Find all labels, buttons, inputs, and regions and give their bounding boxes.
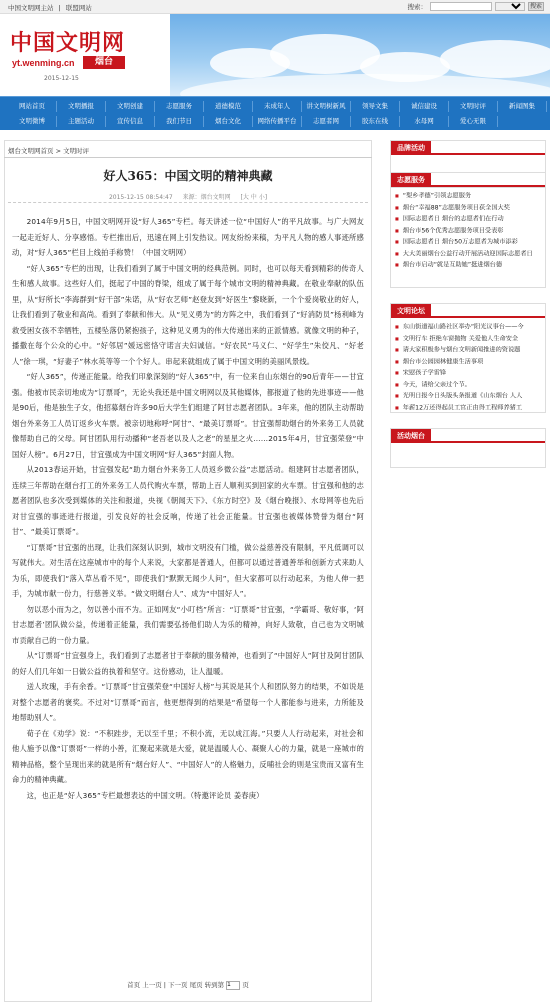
article-paragraph: “好人365”，传递正能量。给我们印象深刻的“好人365”中，有一位来自山东烟台的90后青年——甘宜强。他被市民亲切地成为“订票哥”，无论头我还是中国文明网以及其他媒体，都报道了他的先进事迹——他是90后，他是独生子女，他招募烟台许多90后大学生们组建了阿甘志愿者团队。3年来，他的团队主动帮助烟台外来务工人员订返乡火车票。被亲切地称呼“阿甘”、“最美订票哥”。甘宜强帮助烟台的外来务工人员就像帮助自己的父母。阿甘团队用行动播种“老吾老以及人之老”的星星之火……2015年4月，甘宜强荣登“中国好人榜”。6月27日，甘宜强成为中国文明网“好人365”封面人物。 (12, 372, 364, 459)
list-item[interactable]: ■ 烟台市56个优秀志愿服务项目受表彰 (395, 225, 541, 237)
panel-title[interactable]: 文明论坛 (391, 304, 431, 318)
article-paragraph: 荀子在《劝学》说：“不积跬步，无以至千里；不积小流，无以成江海。”只要人人行动起来，对社会和他人施予以像“订票哥”一样的小善，汇聚起来就是大爱，就是温暖人心、凝聚人心的力量，就是一座城市的精神品格，整个呈现出来的就是所有“烟台好人”、“中国好人”的人格魅力，反哺社会的则是宝贵而又富有生命力的精神典藏。 (12, 728, 364, 784)
panel-header (391, 304, 545, 318)
list-item[interactable]: ■ 国际志愿者日 烟台50万志愿者为城市添彩 (395, 236, 541, 248)
link-divider: | (58, 4, 61, 12)
search-label: 搜索： (407, 3, 427, 11)
nav-item[interactable]: 未成年人 (253, 101, 302, 112)
union-sites-link[interactable]: 联盟网站 (65, 4, 92, 12)
list-item[interactable]: ■ 烟台“幸福88”志愿服务项目获全国大奖 (395, 202, 541, 214)
nav-item[interactable]: 文明时评 (449, 101, 498, 112)
font-size-switch[interactable]: [大 中 小] (240, 194, 268, 201)
publish-time: 2015-12-15 08:54:47 (108, 194, 173, 201)
logo-url: yt.wenming.cn (12, 58, 75, 68)
page-number-input[interactable] (226, 981, 240, 990)
list-item[interactable]: ■ 宋慰孩子学雷锋 (395, 367, 541, 379)
list-item[interactable]: ■ “梨乡孝德”引领志愿服务 (395, 190, 541, 202)
cloud-decoration (440, 40, 550, 78)
main-nav (0, 96, 550, 130)
nav-item[interactable]: 志愿者网 (302, 116, 351, 127)
search-area (408, 2, 545, 11)
pager (4, 980, 372, 990)
site-logo[interactable] (0, 14, 170, 96)
panel-header (391, 429, 545, 443)
panel-title[interactable]: 品牌活动 (391, 141, 431, 155)
nav-item[interactable]: 烟台文化 (204, 116, 253, 127)
nav-item[interactable]: 领导文集 (351, 101, 400, 112)
nav-item[interactable]: 我们节日 (155, 116, 204, 127)
search-input[interactable] (430, 2, 492, 11)
activity-panel (390, 428, 546, 468)
nav-item[interactable]: 志愿服务 (155, 101, 204, 112)
nav-item[interactable]: 爱心无限 (449, 116, 498, 127)
panel-title[interactable]: 志愿服务 (391, 173, 431, 187)
list-item[interactable]: ■ 烟台市启动“就是互助她”挺进烟台德 (395, 259, 541, 271)
article-body (12, 214, 364, 803)
list-item[interactable]: ■ 光明日报今日头版头条报道《山东烟台 人人 (395, 390, 541, 402)
nav-item[interactable]: 诚信建设 (400, 101, 449, 112)
header-banner (0, 14, 550, 96)
article-paragraph: 从“订票哥”甘宜强身上，我们看到了志愿者甘于奉献的服务精神，也看到了“中国好人”阿甘及阿甘团队的好人们几年如一日做公益的执着和坚守。这份感动，让人温暖。 (12, 651, 364, 676)
nav-row-1 (8, 101, 547, 112)
pager-links[interactable]: 首页 上一页 | 下一页 尾页 转到第 (127, 981, 225, 989)
forum-panel (390, 303, 546, 413)
nav-item[interactable]: 宣传信息 (106, 116, 155, 127)
pager-suffix: 页 (242, 981, 249, 989)
nav-item[interactable]: 讲文明树新风 (302, 101, 351, 112)
nav-item[interactable]: 文明播报 (57, 101, 106, 112)
nav-item[interactable]: 文明创建 (106, 101, 155, 112)
nav-row-2 (8, 116, 498, 127)
volunteer-list (391, 187, 545, 271)
article-source: 来源：烟台文明网 (182, 194, 231, 201)
panel-header (391, 141, 545, 155)
list-item[interactable]: ■ 烟台市公园园林健康生活事项 (395, 356, 541, 368)
article-paragraph: 这，也正是“好人365”专栏最想表达的中国文明。（特邀评论员 姜春庚） (26, 790, 264, 800)
nav-item[interactable]: 胶东在线 (351, 116, 400, 127)
list-item[interactable]: ■ 请大家积极参与烟台文明新闻推进的资说题 (395, 344, 541, 356)
nav-item[interactable]: 道德模范 (204, 101, 253, 112)
list-item[interactable]: ■ 大大美丽烟台公益行动开展活动迎国际志愿者日 (395, 248, 541, 260)
article-paragraph: 从2013春运开始，甘宜强发起“助力烟台外来务工人员返乡微公益”志愿活动。组建阿甘志愿者团队，连续三年帮助在烟台打工的外来务工人员代购火车票，帮助上百人顺利买到回家的火车票。甘宜强和他的志愿者团队也多次受到媒体的关注和报道，央视《朝闻天下》、《东方时空》及《烟台晚报》、水母网等也先后对甘宜强的事迹进行报道，引发良好的社会反响，传递了社会正能量。甘宜强也被媒体赞誉为烟台“阿甘”、“最美订票哥”。 (12, 465, 364, 536)
list-item[interactable]: ■ 东山街道福山路社区举办“阳光议事台——今 (395, 321, 541, 333)
nav-item[interactable]: 主题活动 (57, 116, 106, 127)
search-button[interactable]: 搜索 (529, 3, 542, 10)
forum-list (391, 318, 545, 413)
article-paragraph: “订票哥”甘宜强的出现，让我们深刻认识到，城市文明没有门槛，做公益慈善没有限制，平凡低调可以写就伟大。对生活在这座城市中的每个人来说，大家都是普通人，但都可以通过普通善举和创新方式来助人为乐，即使我们“落入草丛看不见”，即使我们“默默无闻少人问”，但大家都可以行动起来，为他人伸一把手，为城市献一份力，行慈善义举。“做文明烟台人”、成为“中国好人”。 (12, 542, 364, 598)
search-scope-select[interactable] (495, 2, 525, 11)
header-date: 2015-12-15 (44, 75, 79, 82)
top-links (8, 3, 95, 12)
nav-item[interactable]: 网络传播平台 (253, 116, 302, 127)
panel-title[interactable]: 活动烟台 (391, 429, 431, 443)
nav-item[interactable]: 文明微博 (8, 116, 57, 127)
logo-title: 中国文明网 (10, 30, 126, 56)
nav-item[interactable]: 新闻图集 (498, 101, 547, 112)
article-paragraph: 送人玫瑰，手有余香。“订票哥”甘宜强荣登“中国好人榜”与其说是其个人和团队努力的结果，不如说是对整个志愿者的褒奖。不过对“订票哥”而言，他更想得到的结果是“希望每一个人都能参与进来，力所能及地帮助别人”。 (12, 682, 364, 722)
list-item[interactable]: ■ 文明行车 拒绝车窗抛物 关爱他人生命安全 (395, 333, 541, 345)
article-paragraph: 2014年9月5日，中国文明网开设“好人365”专栏。每天讲述一位“中国好人”的平凡故事。与广大网友一起走近好人、分享感悟。专栏推出后，迅速在网上引发热议。网友纷纷来稿，为平凡人物的感人事迹所感动，对“好人365”栏目上线拍手称赞！（中国文明网） (12, 217, 364, 257)
panel-header (391, 173, 545, 187)
volunteer-panel (390, 172, 546, 288)
article-title: 好人365：中国文明的精神典藏 (103, 169, 273, 183)
top-bar (0, 0, 550, 14)
breadcrumb[interactable]: 烟台文明网首页 > 文明时评 (8, 147, 90, 155)
article-meta (4, 192, 372, 201)
list-item[interactable]: ■ 今天，请给父亲过个节。 (395, 379, 541, 391)
logo-city-badge: 烟台 (83, 56, 125, 69)
list-item[interactable]: ■ 国际志愿者日 烟台的志愿者们在行动 (395, 213, 541, 225)
list-item[interactable]: ■ 年薪12万还得起员工官正由得工程师养猪工 (395, 402, 541, 414)
divider (4, 157, 372, 158)
nav-item[interactable]: 水母网 (400, 116, 449, 127)
article-paragraph: “好人365”专栏的出现，让我们看到了属于中国文明的经典范例。同时，也可以每天看到精彩的传奇人生和感人故事。这些好人们，挺起了中国的脊梁，组成了属于每个城市文明的精神典藏。在敬业奉献的队伍里，从“好所长”李海群到“好干部”朱诺，从“好农艺师”赵登友到“好医生”黎晓新，一个个爱岗敬业的好人，让我们看到了敬业和高尚。看到了奉献和伟大。从“见义勇为”的方阵之中，我们看到了“好消防员”杨利峰为救受困女孩不幸牺牲，五楼坠落仍紧抱孩子，这种见义勇为的伟大传递出来的正派情感。就像文明的种子，播撒在每个公众的心中。“好邻居”媛远密恪守诺言夫妇诚信。“好农民”马义仁、“好学生”朱佼凡、“好老人”徐一琪，“好妻子”林水英等等一个个好人。串起来就组成了属于中国文明的美丽风景线。 (12, 263, 364, 366)
divider (8, 202, 368, 203)
article-paragraph: 勿以恶小而为之，勿以善小而不为。正如网友“小叮档”所言：“订票哥”甘宜强，“学霸哥、敬好事，‘阿甘志愿者’团队做公益，传递着正能量，我们需要弘扬他们助人为乐的精神，向好人致敬，自己也为文明城市贡献自己的一份力量。 (12, 604, 364, 645)
main-site-link[interactable]: 中国文明网主站 (8, 4, 54, 12)
nav-item[interactable]: 网站首页 (8, 101, 57, 112)
